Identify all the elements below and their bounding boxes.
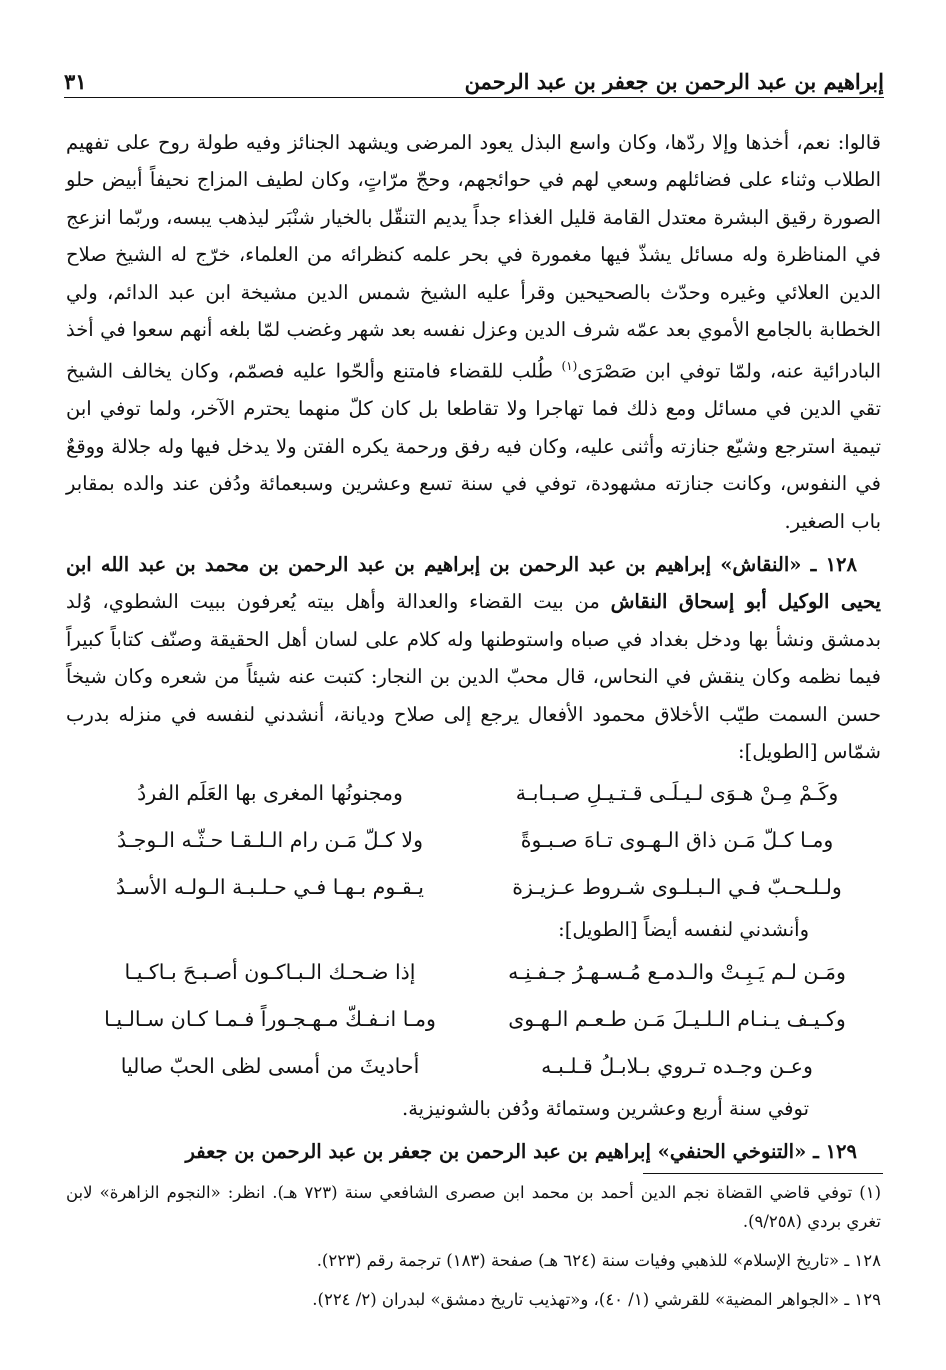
footnote-129: ١٢٩ ـ «الجواهر المضية» للقرشي (١/ ٤٠)، و«تهذيب تاريخ دمشق» لبدران (٢/ ٢٢٤). <box>312 1290 881 1309</box>
poem-verse <box>66 864 881 911</box>
poem-2 <box>66 949 881 1090</box>
verse-first-hemistich: ولـلـحـبّ فـي الـبـلـوى شـروط عـزيـزة <box>512 875 842 900</box>
verse-second-hemistich: إذا ضـحـك الـبـاكـون أصـبـحَ بـاكـيـا <box>124 959 416 984</box>
verse-second-hemistich: يـقـوم بـهـا فـي حـلـبـة الـولـه الأسـدُ <box>115 875 425 900</box>
footnote-ref: (١) <box>561 359 578 374</box>
verse-second-hemistich: ومجنونُها المغرى بها العَلَم الفردُ <box>137 781 403 806</box>
poem-2-intro: وأنشدني لنفسه أيضاً [الطويل]: <box>558 918 809 942</box>
verse-first-hemistich: ومـا كـلّ مَـن ذاق الـهـوى تـاهَ صـبـوةً <box>520 828 834 853</box>
header-title: إبراهيم بن عبد الرحمن بن جعفر بن عبد الرحمن <box>464 69 884 94</box>
main-text <box>66 124 881 1171</box>
verse-first-hemistich: ومَـن لـم يَـبِـتْ والـدمـع مُـسـهـرُ جـفـنِـه <box>508 959 846 984</box>
paragraph-1-end: طُلب للقضاء فامتنع وألحّوا عليه فصمّم، وكان يخالف الشيخ تقي الدين في مسائل ومع ذلك فما تهاجرا ولا تقاطعا بل كان كلّ منهما يحترم الآخر، ولما توفي ابن تيمية استرجع وشيّع جنازته وأثنى عليه، وكان فيه رفق ورحمة يكره الفتن ولا يدخل فيها وله جلالة ووقعٌ في النفوس، وكانت جنازته مشهودة، توفي في سنة تسع وعشرين وسبعمائة ودُفن عند والده بمقابر باب الصغير. <box>66 359 881 533</box>
entry-128-text: من بيت القضاء والعدالة وأهل بيته يُعرفون ببيت الشطوي، وُلد بدمشق ونشأ بها ودخل بغداد في صباه واستوطنها وله كلام على لسان أهل الحقيقة وصنّف كتاباً كبيراً فيما نظمه وكان ينقش في النحاس، قال محبّ الدين بن النجار: كتبت عنه شيئاً من شعره وكان شيخاً حسن السمت طيّب الأخلاق محمود الأفعال يرجع إلى صلاح وديانة، أنشدني لنفسه في منزله بدرب شمّاس [الطويل]: <box>66 590 881 763</box>
verse-first-hemistich: وعـن وجـده تـروي بـلابـلُ قـلـبـه <box>541 1053 813 1078</box>
footnote-rule <box>643 1173 883 1174</box>
poem-1 <box>66 770 881 911</box>
verse-second-hemistich: أحاديثَ من أمسى لظى الحبّ صاليا <box>120 1053 420 1078</box>
footnote-1: (١) توفي قاضي القضاة نجم الدين أحمد بن محمد ابن صصرى الشافعي سنة (٧٢٣ هـ). انظر: «النجوم الزاهرة» لابن تغري بردي (٩/٢٥٨). <box>66 1183 881 1231</box>
poem-verse <box>66 996 881 1043</box>
page-number: ٣١ <box>64 69 87 94</box>
verse-first-hemistich: وكَـمْ مِـنْ هـوَى لـيـلَـى قـتـيـلِ صـبـابـة <box>515 781 839 806</box>
poem-verse <box>66 1043 881 1090</box>
footnote-128: ١٢٨ ـ «تاريخ الإسلام» للذهبي وفيات سنة (٦٢٤ هـ) صفحة (١٨٣) ترجمة رقم (٢٢٣). <box>316 1251 881 1270</box>
footnotes <box>66 1178 881 1314</box>
paragraph-1-text: قالوا: نعم، أخذها وإلا ردّها، وكان واسع البذل يعود المرضى ويشهد الجنائز وفيه طولة روح على تفهيم الطلاب وثناء على فضائلهم وسعي لهم في حوائجهم، وحجّ مرّاتٍ، وكان لطيف المزاج نحيفاً أبيض حلو الصورة رقيق البشرة معتدل القامة قليل الغذاء جداً يديم التنقّل بالخيار شنْبَر ليذهب يبسه، وربّما انزعج في المناظرة وله مسائل يشذّ فيها مغمورة في بحر علمه كنظرائه من العلماء، خرّج له الشيخ صلاح الدين العلائي وغيره وحدّث بالصحيحين وقرأ عليه الشيخ شمس الدين مشيخة ابن عبد الدائم، ولي الخطابة بالجامع الأموي بعد عمّه شرف الدين وعزل نفسه بعد شهر وغضب لمّا بلغه أنهم سعوا في أخذ البادرائية عنه، ولمّا توفي ابن صَصْرَى <box>66 131 881 383</box>
poem-verse <box>66 817 881 864</box>
entry-129-heading: ١٢٩ ـ «التنوخي الحنفي» إبراهيم بن عبد الرحمن بن جعفر بن عبد الرحمن بن جعفر <box>185 1140 857 1164</box>
verse-second-hemistich: ولا كـلّ مَـن رام الـلـقـا حـثّـه الـوجـدُ <box>116 828 424 853</box>
header-rule <box>64 97 884 98</box>
entry-128 <box>66 546 881 770</box>
poem-verse <box>66 770 881 817</box>
death-note: توفي سنة أربع وعشرين وستمائة ودُفن بالشونيزية. <box>402 1096 809 1120</box>
poem-verse <box>66 949 881 996</box>
entry-128-heading: ١٢٨ ـ «النقاش» إبراهيم بن عبد الرحمن بن إبراهيم بن عبد الرحمن بن محمد بن عبد الله ابن يحيى الوكيل أبو إسحاق النقاش <box>66 552 881 614</box>
paragraph-1 <box>66 124 881 540</box>
running-header <box>64 58 884 94</box>
verse-first-hemistich: وكـيـف يـنـام الـلـيـلَ مَـن طـعـم الـهـوى <box>508 1006 846 1031</box>
verse-second-hemistich: ومـا انـفـكّ مـهـجـوراً فـمـا كـان سـالـيـا <box>104 1006 436 1031</box>
